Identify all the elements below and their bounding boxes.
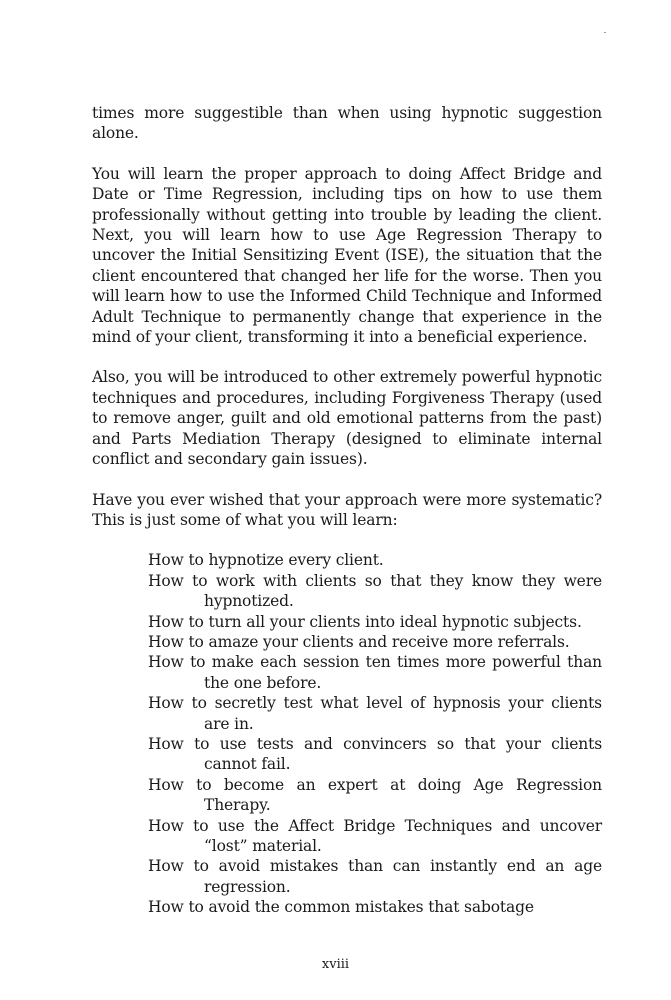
page-body [92, 103, 602, 918]
paragraph-regression-techniques: You will learn the proper approach to doing Affect Bridge and Date or Time Regression, including tips on how to use them professionally without getting into trouble by leading the client. Next, you will learn how to use Age Regression Therapy to uncover the Initial Sensitizing Event (ISE), the situation that the client encountered that changed her life for the worse. Then you will learn how to use the Informed Child Technique and Informed Adult Technique to permanently change that experience in the mind of your client, transforming it into a beneficial experience. [92, 164, 602, 347]
scan-speck [604, 32, 606, 33]
list-item: How to hypnotize every client. [148, 551, 384, 570]
paragraph-other-techniques: Also, you will be introduced to other extremely powerful hypnotic techniques and procedures, including Forgiveness Therapy (used to remove anger, guilt and old emotional patterns from the past) and Parts Mediation Therapy (designed to eliminate internal conflict and secondary gain issues). [92, 368, 602, 469]
list-item: How to use the Affect Bridge Techniques and uncover “lost” material. [148, 816, 602, 855]
list-item: How to turn all your clients into ideal hypnotic subjects. [148, 612, 582, 631]
list-item: How to avoid the common mistakes that sabotage [148, 898, 534, 917]
paragraph-systematic-intro: Have you ever wished that your approach were more systematic? This is just some of what you will learn: [92, 490, 602, 529]
paragraph-continuation: times more suggestible than when using hypnotic suggestion alone. [92, 104, 602, 143]
list-item: How to become an expert at doing Age Regression Therapy. [148, 775, 602, 815]
list-item: How to secretly test what level of hypnosis your clients are in. [148, 694, 602, 733]
list-item: How to work with clients so that they know they were hypnotized. [148, 571, 602, 611]
learning-list [92, 550, 602, 917]
list-item: How to avoid mistakes than can instantly end an age regression. [148, 857, 602, 896]
page-number: xviii [321, 957, 350, 972]
list-item: How to amaze your clients and receive more referrals. [148, 632, 570, 651]
list-item: How to use tests and convincers so that your clients cannot fail. [148, 734, 602, 774]
list-item: How to make each session ten times more powerful than the one before. [148, 653, 602, 692]
